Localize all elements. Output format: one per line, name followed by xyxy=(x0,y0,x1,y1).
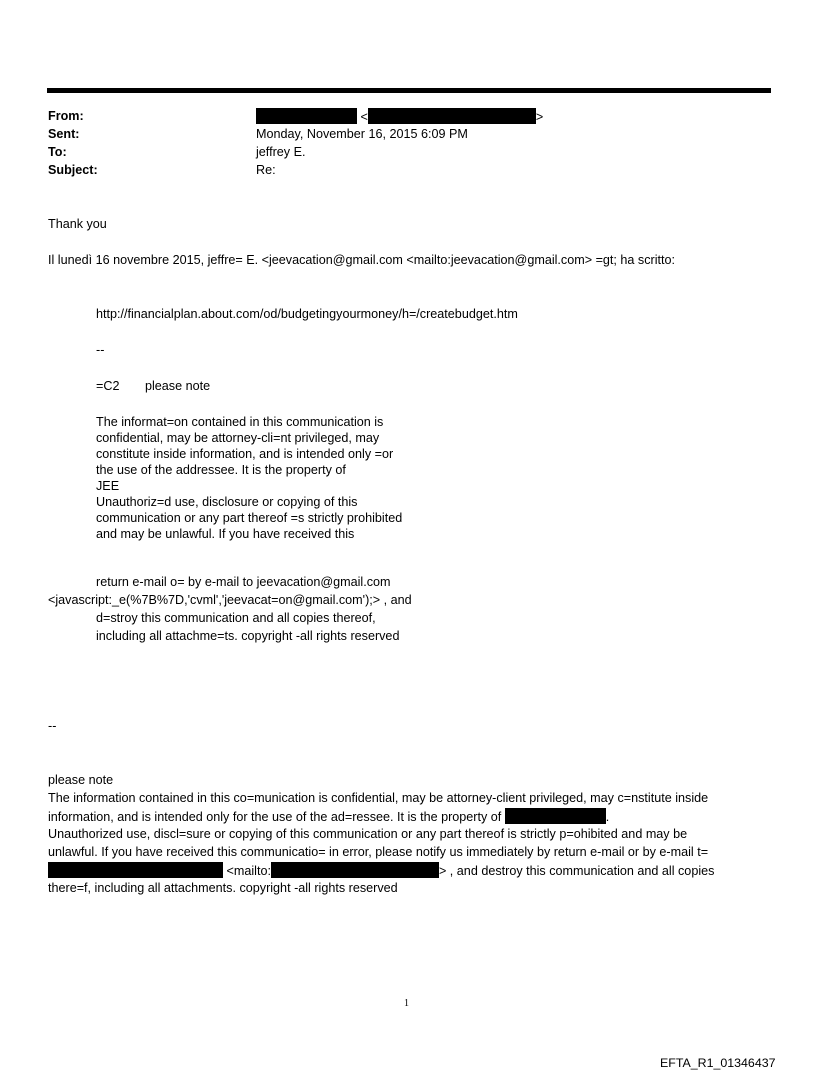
redaction-box xyxy=(368,108,536,124)
mailto-prefix: <mailto: xyxy=(226,864,271,878)
signature-line-4: unlawful. If you have received this communicatio= in error, please notify us immediately by return e-mail or by e-mail t= xyxy=(48,845,709,859)
destroy-line-1: d=stroy this communication and all copies thereof, xyxy=(96,611,376,625)
signature-line-2-period: . xyxy=(605,810,610,824)
redaction-box xyxy=(256,108,357,124)
sent-label: Sent: xyxy=(48,127,80,141)
disclaimer-line: confidential, may be attorney-cli=nt privileged, may xyxy=(96,431,380,445)
quote-intro: Il lunedì 16 novembre 2015, jeffre= E. <jeevacation@gmail.com <mailto:jeevacation@gmail.com> =gt; ha scritto: xyxy=(48,253,676,267)
subject-value: Re: xyxy=(256,163,276,177)
from-lt: < xyxy=(360,110,368,124)
signature-line-2-text: information, and is intended only for the use of the ad=ressee. It is the property of xyxy=(48,810,502,824)
signature-line-5 xyxy=(48,862,714,880)
from-gt: > xyxy=(535,110,544,124)
disclaimer-line: the use of the addressee. It is the property of xyxy=(96,463,346,477)
redaction-box xyxy=(271,862,439,878)
quoted-dashes: -- xyxy=(96,343,105,357)
return-line: return e-mail o= by e-mail to jeevacation@gmail.com xyxy=(96,575,391,589)
header-rule xyxy=(47,88,771,93)
document-id: EFTA_R1_01346437 xyxy=(660,1056,776,1070)
sent-value: Monday, November 16, 2015 6:09 PM xyxy=(256,127,468,141)
thanks-line: Thank you xyxy=(48,217,107,231)
signature-line-2 xyxy=(48,808,609,826)
redaction-box xyxy=(505,808,606,824)
c2-marker: =C2 xyxy=(96,379,120,393)
disclaimer-line: JEE xyxy=(96,479,120,493)
disclaimer-line: communication or any part thereof =s strictly prohibited xyxy=(96,511,403,525)
disclaimer-line: and may be unlawful. If you have received this xyxy=(96,527,355,541)
from-label: From: xyxy=(48,109,84,123)
to-label: To: xyxy=(48,145,67,159)
from-value xyxy=(256,108,543,126)
signature-line-1: The information contained in this co=munication is confidential, may be attorney-client privileged, may c=nstitute inside xyxy=(48,791,709,805)
javascript-line: <javascript:_e(%7B%7D,'cvml','jeevacat=on@gmail.com');> , and xyxy=(48,593,412,607)
subject-label: Subject: xyxy=(48,163,98,177)
signature-line-3: Unauthorized use, discl=sure or copying of this communication or any part thereof is strictly p=ohibited and may be xyxy=(48,827,688,841)
signature-please-note: please note xyxy=(48,773,114,787)
disclaimer-line: The informat=on contained in this communication is xyxy=(96,415,384,429)
signature-line-5-text: > , and destroy this communication and all copies xyxy=(438,864,715,878)
disclaimer-line: Unauthoriz=d use, disclosure or copying of this xyxy=(96,495,358,509)
quoted-disclaimer xyxy=(96,414,402,542)
redaction-box xyxy=(48,862,223,878)
signature-dashes: -- xyxy=(48,719,57,733)
destroy-line-2: including all attachme=ts. copyright -all rights reserved xyxy=(96,629,400,643)
page-number: 1 xyxy=(404,998,409,1009)
quoted-please-note: please note xyxy=(145,379,211,393)
to-value: jeffrey E. xyxy=(256,145,306,159)
disclaimer-line: constitute inside information, and is intended only =or xyxy=(96,447,394,461)
signature-line-6: there=f, including all attachments. copyright -all rights reserved xyxy=(48,881,398,895)
quoted-link: http://financialplan.about.com/od/budgetingyourmoney/h=/createbudget.htm xyxy=(96,307,518,321)
